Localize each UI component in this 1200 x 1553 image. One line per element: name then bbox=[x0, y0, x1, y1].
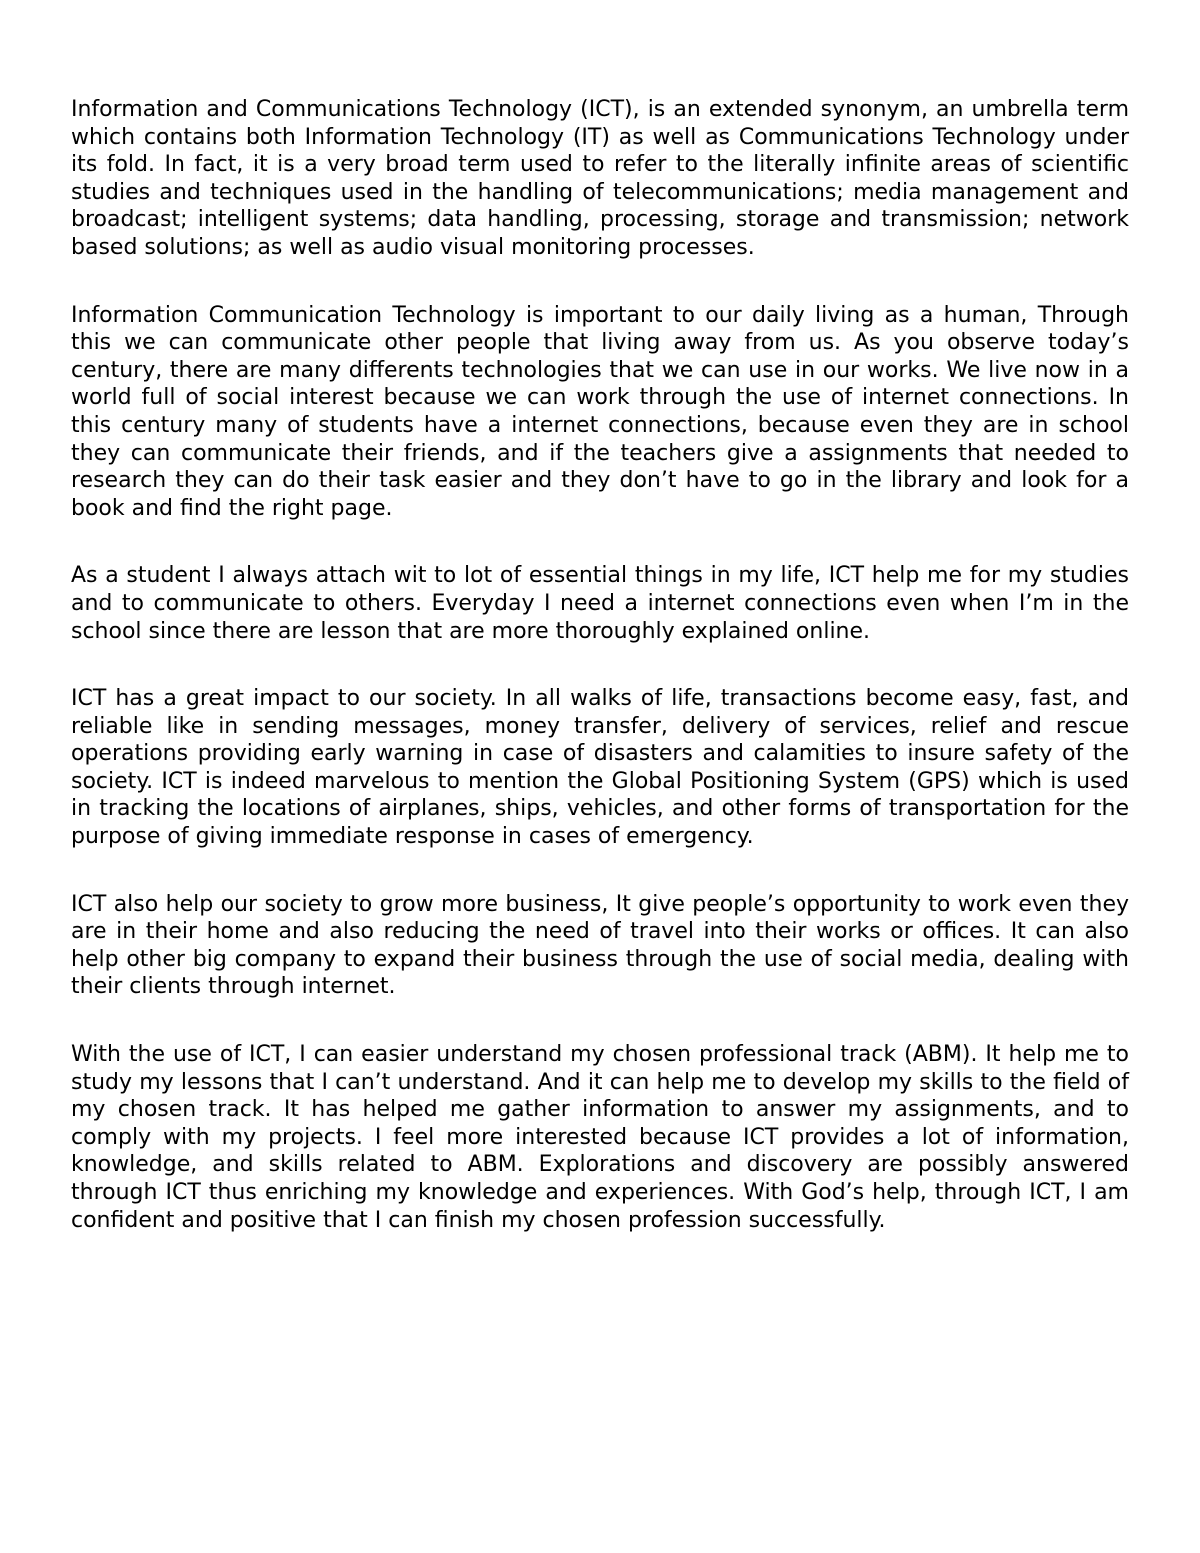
paragraph-ict-daily-living: Information Communication Technology is important to our daily living as a human, Through this we can communicate other people that living away from us. As you observe today’s century, there are many differents technologies that we can use in our works. We live now in a world full of social interest because we can work through the use of internet connections. In this century many of students have a internet connections, because even they are in school they can communicate their friends, and if the teachers give a assignments that needed to research they can do their task easier and they don’t have to go in the library and look for a book and find the right page. bbox=[71, 302, 1129, 521]
paragraph-abm-track: With the use of ICT, I can easier understand my chosen professional track (ABM). It help me to study my lessons that I can’t understand. And it can help me to develop my skills to the field of my chosen track. It has helped me gather information to answer my assignments, and to comply with my projects. I feel more interested because ICT provides a lot of information, knowledge, and skills related to ABM. Explorations and discovery are possibly answered through ICT thus enriching my knowledge and experiences. With God’s help, through ICT, I am confident and positive that I can finish my chosen profession successfully. bbox=[71, 1042, 1129, 1233]
document-page bbox=[71, 96, 1129, 1234]
paragraph-ict-definition: Information and Communications Technology (ICT), is an extended synonym, an umbrella term which contains both Information Technology (IT) as well as Communications Technology under its fold. In fact, it is a very broad term used to refer to the literally infinite areas of scientific studies and techniques used in the handling of telecommunications; media management and broadcast; intelligent systems; data handling, processing, storage and transmission; network based solutions; as well as audio visual monitoring processes. bbox=[71, 97, 1129, 260]
paragraph-business: ICT also help our society to grow more business, It give people’s opportunity to work even they are in their home and also reducing the need of travel into their works or offices. It can also help other big company to expand their business through the use of social media, dealing with their clients through internet. bbox=[71, 891, 1129, 1000]
paragraph-society-impact: ICT has a great impact to our society. In all walks of life, transactions become easy, fast, and reliable like in sending messages, money transfer, delivery of services, relief and rescue operations providing early warning in case of disasters and calamities to insure safety of the society. ICT is indeed marvelous to mention the Global Positioning System (GPS) which is used in tracking the locations of airplanes, ships, vehicles, and other forms of transportation for the purpose of giving immediate response in cases of emergency. bbox=[71, 686, 1129, 850]
paragraph-student-use: As a student I always attach wit to lot of essential things in my life, ICT help me for my studies and to communicate to others. Everyday I need a internet connections even when I’m in the school since there are lesson that are more thoroughly explained online. bbox=[71, 563, 1129, 644]
